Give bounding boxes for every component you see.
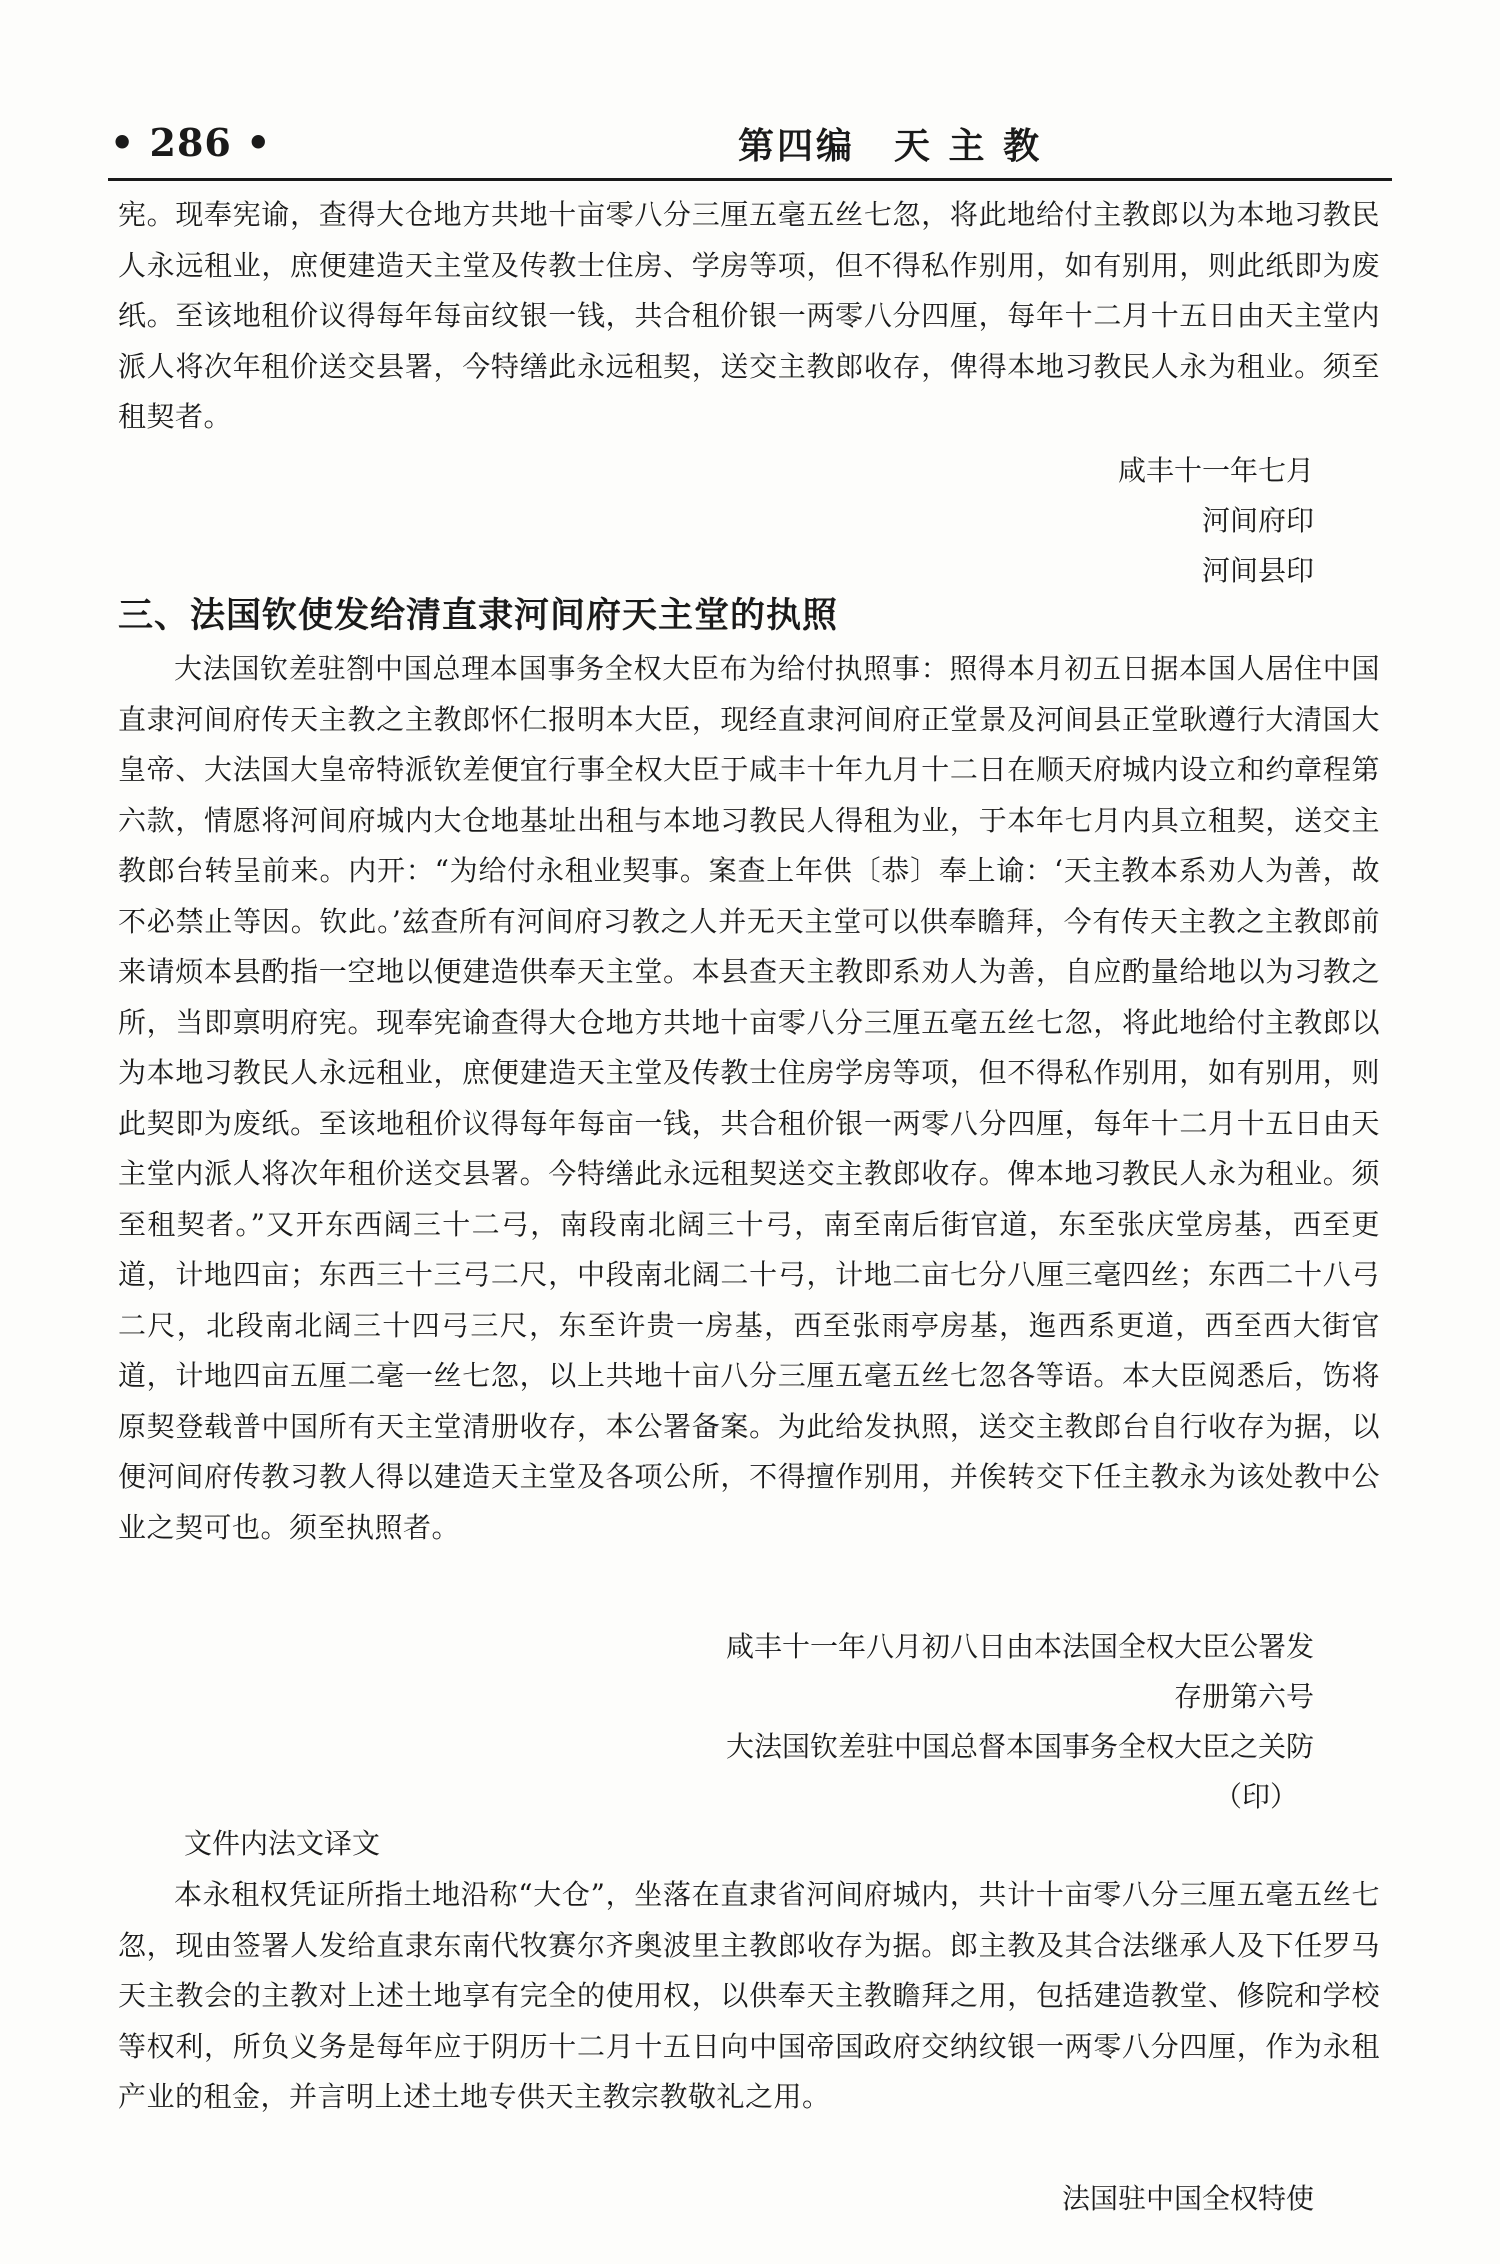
translation-subheading: 文件内法文译文 (184, 1827, 381, 1860)
translation-signature (514, 2174, 1314, 2224)
translation-paragraph: 本永租权凭证所指土地沿称“大仓”，坐落在直隶省河间府城内，共计十亩零八分三厘五毫五丝七忽，现由签署人发给直隶东南代牧赛尔齐奥波里主教郎收存为据。郎主教及其合法继承人及下任罗马天主教会的主教对上述土地享有完全的使用权，以供奉天主教瞻拜之用，包括建造教堂、修院和学校等权利，所负义务是每年应于阴历十二月十五日向中国帝国政府交纳纹银一两零八分四厘，作为永租产业的租金，并言明上述土地专供天主教宗教敬礼之用。 (118, 1878, 1380, 2113)
translation-paragraph-block (118, 1870, 1380, 2123)
top-paragraph: 宪。现奉宪谕，查得大仓地方共地十亩零八分三厘五毫五丝七忽，将此地给付主教郎以为本地习教民人永远租业，庶便建造天主堂及传教士住房、学房等项，但不得私作别用，如有别用，则此纸即为废纸。至该地租价议得每年每亩纹银一钱，共合租价银一两零八分四厘，每年十二月十五日由天主堂内派人将次年租价送交县署，今特缮此永远租契，送交主教郎收存，俾得本地习教民人永为租业。须至租契者。 (118, 198, 1380, 433)
top-signature-seal-1: 河间府印 (1201, 504, 1314, 537)
section-signature (514, 1622, 1314, 1822)
header-rule (108, 178, 1392, 181)
translation-signature-text: 法国驻中国全权特使 (1061, 2182, 1314, 2215)
top-signature (514, 446, 1314, 596)
running-title: 第四编 天 主 教 (738, 125, 1043, 167)
section-signature-issue: 咸丰十一年八月初八日由本法国全权大臣公署发 (725, 1630, 1314, 1663)
top-signature-seal-2: 河间县印 (1201, 554, 1314, 587)
page-number: • 286 • (110, 120, 272, 165)
top-signature-date: 咸丰十一年七月 (1117, 454, 1314, 487)
top-paragraph-block (118, 190, 1380, 443)
page-header (110, 112, 1390, 172)
section-signature-register: 存册第六号 (1173, 1680, 1314, 1713)
section-signature-stamp: （印） (1213, 1780, 1298, 1813)
section-paragraph-block (118, 644, 1380, 1553)
section-paragraph: 大法国钦差驻劄中国总理本国事务全权大臣布为给付执照事：照得本月初五日据本国人居住中国直隶河间府传天主教之主教郎怀仁报明本大臣，现经直隶河间府正堂景及河间县正堂耿遵行大清国大皇帝、大法国大皇帝特派钦差便宜行事全权大臣于咸丰十年九月十二日在顺天府城内设立和约章程第六款，情愿将河间府城内大仓地基址出租与本地习教民人得租为业，于本年七月内具立租契，送交主教郎台转呈前来。内开：“为给付永租业契事。案查上年供〔恭〕奉上谕：‘天主教本系劝人为善，故不必禁止等因。钦此。’兹查所有河间府习教之人并无天主堂可以供奉瞻拜，今有传天主教之主教郎前来请烦本县酌指一空地以便建造供奉天主堂。本县查天主教即系劝人为善，自应酌量给地以为习教之所，当即禀明府宪。现奉宪谕查得大仓地方共地十亩零八分三厘五毫五丝七忽，将此地给付主教郎以为本地习教民人永远租业，庶便建造天主堂及传教士住房学房等项，但不得私作别用，如有别用，则此契即为废纸。至该地租价议得每年每亩一钱，共合租价银一两零八分四厘，每年十二月十五日由天主堂内派人将次年租价送交县署。今特缮此永远租契送交主教郎收存。俾本地习教民人永为租业。须至租契者。”又开东西阔三十二弓，南段南北阔三十弓，南至南后街官道，东至张庆堂房基，西至更道，计地四亩；东西三十三弓二尺，中段南北阔二十弓，计地二亩七分八厘三毫四丝；东西二十八弓二尺，北段南北阔三十四弓三尺，东至许贵一房基，西至张雨亭房基，迤西系更道，西至西大街官道，计地四亩五厘二毫一丝七忽，以上共地十亩八分三厘五毫五丝七忽各等语。本大臣阅悉后，饬将原契登载普中国所有天主堂清册收存，本公署备案。为此给发执照，送交主教郎台自行收存为据，以便河间府传教习教人得以建造天主堂及各项公所，不得擅作别用，并俟转交下任主教永为该处教中公业之契可也。须至执照者。 (118, 652, 1380, 1544)
section-signature-seal: 大法国钦差驻中国总督本国事务全权大臣之关防 (725, 1730, 1314, 1763)
section-heading: 三、法国钦使发给清直隶河间府天主堂的执照 (118, 596, 839, 636)
